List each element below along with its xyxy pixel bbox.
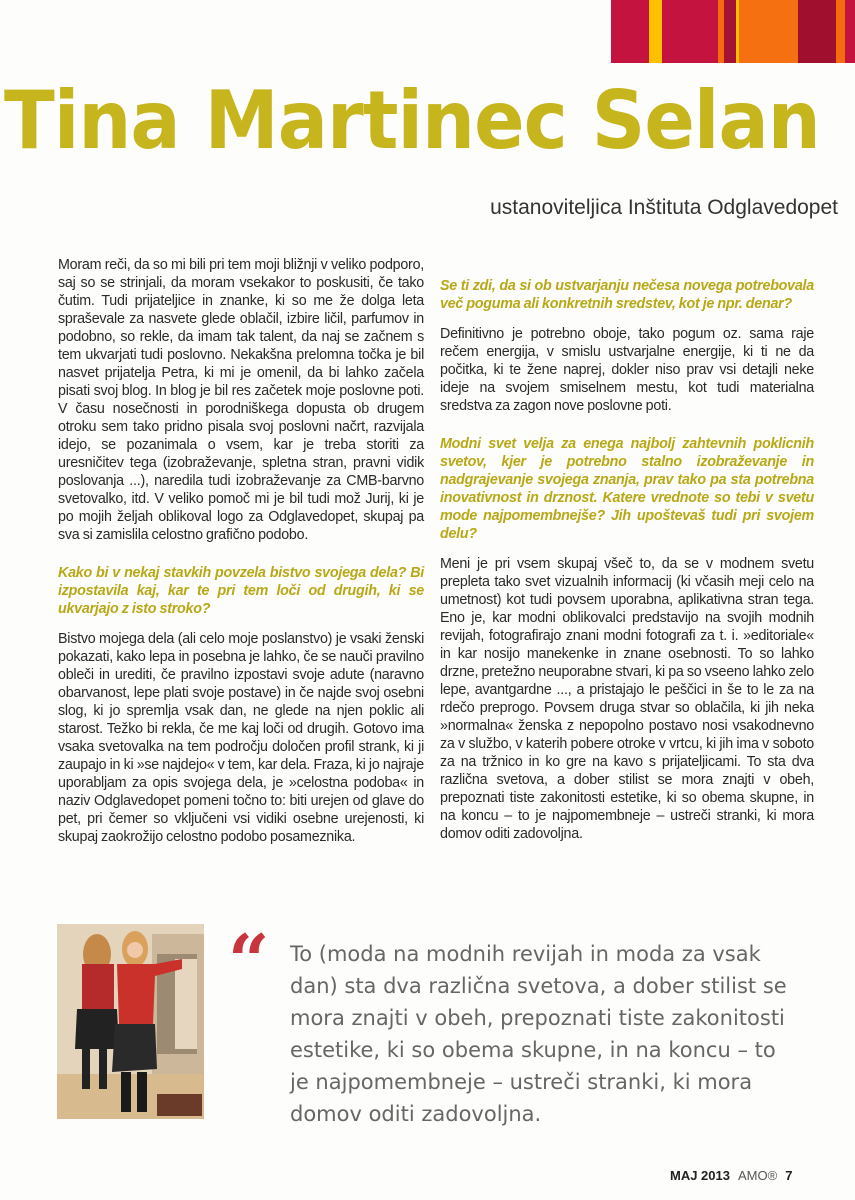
pull-quote: To (moda na modnih revijah in moda za vsak dan) sta dva različna svetova, a dober stilist se mora znajti v obeh, prepoznati tiste zakonitosti estetike, ki so obema skupne, in na koncu – to je najpomembneje – ustreči stranki, ki mora domov oditi zadovoljna. bbox=[290, 942, 787, 1126]
interview-question: Modni svet velja za enega najbolj zahtevnih poklicnih svetov, kjer je potrebno stalno izobraževanje in nadgrajevanje svojega znanja, prav tako pa sta potrebna inovativnost in drznost. Katere vrednote so tebi v svetu mode najpomembnejše? Jih upoštevaš tudi pri svojem delu? bbox=[440, 436, 814, 542]
photo-illustration bbox=[57, 924, 204, 1119]
interview-question: Kako bi v nekaj stavkih povzela bistvo svojega dela? Bi izpostavila kaj, kar te pri tem loči od drugih, ki se ukvarjajo z isto stroko? bbox=[58, 565, 424, 617]
right-column bbox=[440, 256, 814, 855]
paragraph: Moram reči, da so mi bili pri tem moji bližnji v veliko podporo, saj so se strinjali, da moram vsekakor to poskusiti, če tako čutim. Tudi prijateljice in znanke, ki so me že dolga leta spraševale za nasvete glede oblačil, izbire ličil, parfumov in podobno, so rekle, da imam tak talent, da naj se začnem s tem ukvarjati tudi poslovno. Nekakšna prelomna točka je bil nasvet prijatelja Petra, ki mi je omenil, da bi lahko začela pisati svoj blog. In blog je bil res začetek moje poslovne poti. V času nosečnosti in porodniškega dopusta ob drugem otroku sem tako pridno pisala svoj poslovni načrt, razvijala idejo, se pozanimala o vsem, kar je treba storiti za uresničitev tega (izobraževanje, spletna stran, pravni vidik poslovanja ...), naredila tudi izobraževanje za CMB-barvno svetovalko, itd. V veliko pomoč mi je bil tudi mož Jurij, ki je po mojih željah oblikoval logo za Odglavedopet, skupaj pa sva si zamislila celostno grafično podobo. bbox=[58, 257, 424, 543]
decorative-stripes bbox=[611, 0, 855, 63]
interview-question: Se ti zdi, da si ob ustvarjanju nečesa novega potrebovala več poguma ali konkretnih sredstev, kot je npr. denar? bbox=[440, 278, 814, 312]
left-column bbox=[58, 256, 424, 858]
paragraph: Meni je pri vsem skupaj všeč to, da se v modnem svetu prepleta tako svet vizualnih informacij (ki včasih meji celo na umetnost) kot tudi povsem uporabna, aplikativna stran tega. Eno je, kar modni oblikovalci predstavijo na svojih modnih revijah, fotografirajo znani modni fotografi za t. i. »editoriale« in kar nosijo manekenke in znane osebnosti. To so lahko drzne, pretežno neuporabne stvari, ki pa so vseeno lahko zelo lepe, avantgardne ..., a pristajajo le peščici in še to le za na rdečo preprogo. Povsem druga stvar so oblačila, ki jih neka »normalna« ženska z nepopolno postavo nosi vsakodnevno za v službo, v katerih pobere otroke v vrtcu, ki jih ima v soboto za na tržnico in ko gre na kavo s prijatelјicami. To sta dva različna svetova, a dober stilist se mora znajti v obeh, prepoznati tiste zakonitosti estetike, ki so obema skupne, in na koncu – to je najpomembneje – ustreči stranki, ki mora domov oditi zadovoljna. bbox=[440, 556, 814, 842]
stripe bbox=[798, 0, 836, 63]
paragraph: Bistvo mojega dela (ali celo moje poslanstvo) je vsaki ženski pokazati, kako lepa in posebna je lahko, če se nauči pravilno obleči in urediti, če pravilno izpostavi svoje adute (naravno obarvanost, lepe plati svoje postave) in če najde svoj osebni slog, ki jo spremlja vsak dan, ne glede na njen poklic ali starost. Težko bi rekla, če me kaj loči od drugih. Gotovo ima vsaka svetovalka na tem področju določen profil strank, ki ji zaupajo in ki »se najdejo« v tem, kar dela. Fraza, ki jo najraje uporabljam za opis svojega dela, je »celostna podoba« in naziv Odglavedopet pomeni točno to: biti urejen od glave do pet, pri čemer so vključeni vsi vidiki osebne urejenosti, ki skupaj zaokrožijo celostno podobo posameznika. bbox=[58, 631, 424, 845]
magazine-name: AMO® bbox=[737, 1168, 778, 1183]
stripe bbox=[836, 0, 845, 63]
page-number: 7 bbox=[785, 1168, 793, 1183]
stripe bbox=[724, 0, 736, 63]
quote-mark-icon: “ bbox=[228, 918, 270, 1003]
stripe bbox=[649, 0, 662, 63]
article-title: Tina Martinec Selan bbox=[4, 74, 820, 167]
stripe bbox=[845, 0, 855, 63]
page-footer bbox=[670, 1168, 792, 1183]
issue-date: MAJ 2013 bbox=[670, 1168, 730, 1183]
article-subtitle: ustanoviteljica Inštituta Odglavedopet bbox=[490, 196, 838, 219]
stripe bbox=[739, 0, 798, 63]
paragraph: Definitivno je potrebno oboje, tako pogum oz. sama raje rečem energija, v smislu ustvarjalne energije, ki ti ne da počitka, ki te žene naprej, dokler niso prav vsi detajli neke ideje na svojem smiselnem mestu, kot tudi materialna sredstva za zagon nove poslovne poti. bbox=[440, 326, 814, 414]
portrait-photo bbox=[57, 924, 204, 1119]
stripe bbox=[662, 0, 718, 63]
stripe bbox=[611, 0, 649, 63]
